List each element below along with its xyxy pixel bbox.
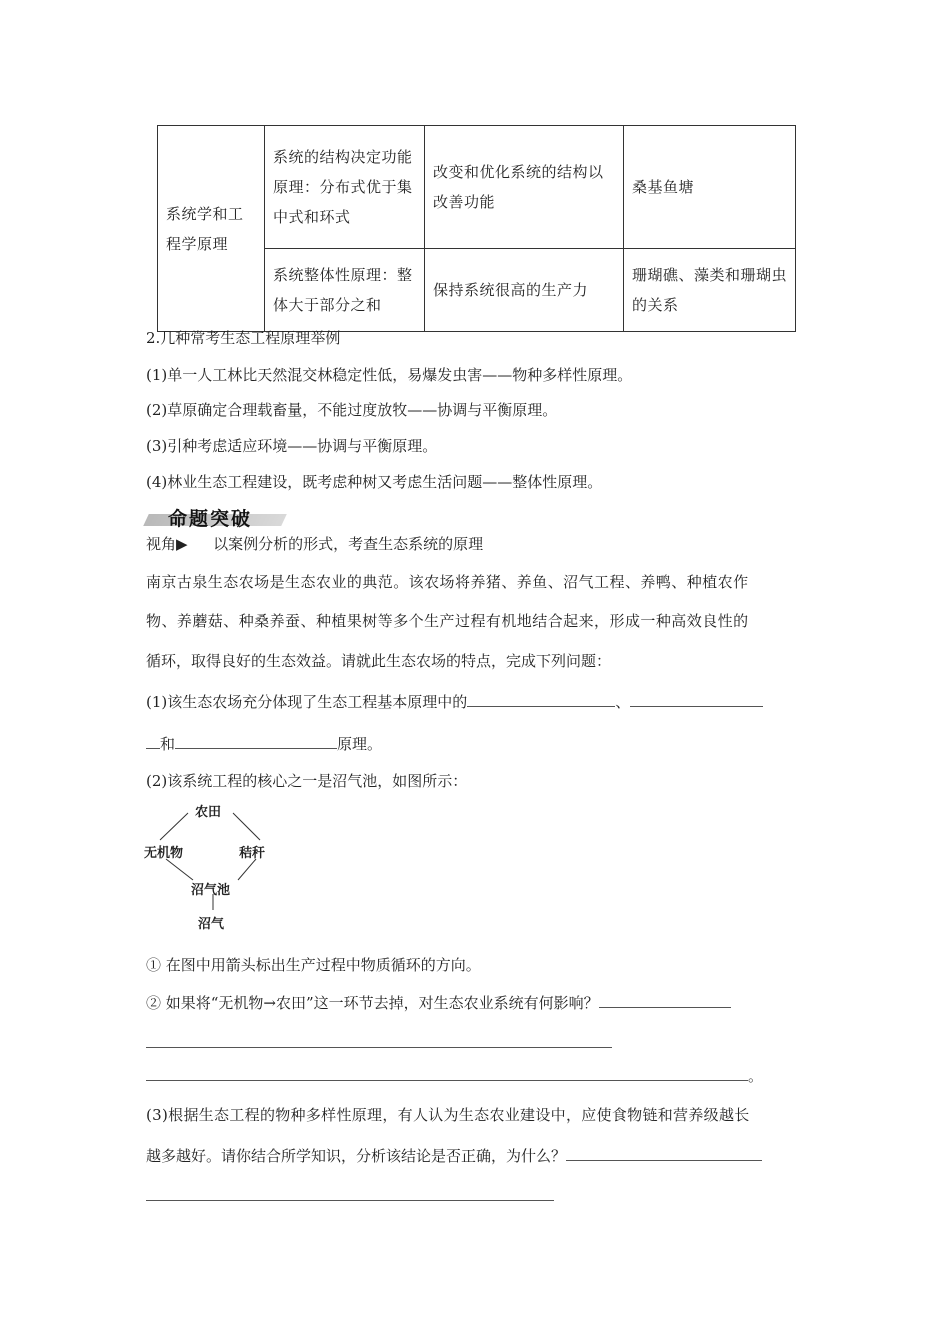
- period: 。: [748, 1067, 764, 1085]
- perspective-line: [146, 534, 483, 554]
- principle-cell: 系统整体性原理：整体大于部分之和: [265, 249, 425, 332]
- question-3-line2: 越多越好。请你结合所学知识，分析该结论是否正确，为什么？: [146, 1147, 567, 1165]
- intro-line: 循环，取得良好的生态效益。请就此生态农场的特点，完成下列问题：: [146, 652, 612, 670]
- answer-blank[interactable]: [599, 991, 731, 1008]
- separator: 和: [160, 735, 176, 753]
- answer-blank[interactable]: [630, 690, 763, 707]
- table-row: [158, 126, 796, 249]
- perspective-text: 以案例分析的形式，考查生态系统的原理: [213, 535, 484, 553]
- section-banner: [146, 504, 284, 528]
- intro-line: 物、养蘑菇、种桑养蚕、种植果树等多个生产过程有机地结合起来，形成一种高效良性的: [146, 612, 749, 630]
- node-inorganic: 无机物: [144, 846, 184, 861]
- answer-blank[interactable]: [146, 732, 160, 749]
- question-1-text: (1)该生态农场充分体现了生态工程基本原理中的: [146, 693, 468, 711]
- question-1-line2: [146, 732, 382, 754]
- list-item: (3)引种考虑适应环境——协调与平衡原理。: [146, 437, 438, 455]
- question-3-line1: (3)根据生态工程的物种多样性原理，有人认为生态农业建设中，应使食物链和营养级越长: [146, 1106, 750, 1124]
- biogas-diagram[interactable]: [138, 795, 278, 935]
- banner-title: 命题突破: [168, 508, 253, 530]
- node-biogas-pit: 沼气池: [191, 883, 231, 898]
- node-biogas: 沼气: [198, 917, 225, 932]
- answer-blank[interactable]: [566, 1144, 762, 1161]
- answer-line[interactable]: [146, 1047, 612, 1048]
- question-2-text: (2)该系统工程的核心之一是沼气池，如图所示：: [146, 772, 468, 790]
- principle-cell: 系统的结构决定功能原理：分布式优于集中式和环式: [265, 126, 425, 249]
- question-2-sub2: ② 如果将“无机物→农田”这一环节去掉，对生态农业系统有何影响？: [146, 994, 599, 1012]
- answer-blank[interactable]: [467, 690, 615, 707]
- answer-line[interactable]: [146, 1200, 554, 1201]
- section-title: 2.几种常考生态工程原理举例: [146, 329, 341, 347]
- example-cell: 桑基鱼塘: [624, 126, 796, 249]
- question-3-line2-wrap: [146, 1144, 762, 1166]
- answer-blank[interactable]: [175, 732, 337, 749]
- node-farmland: 农田: [195, 805, 222, 820]
- question-2-sub1: ① 在图中用箭头标出生产过程中物质循环的方向。: [146, 956, 481, 974]
- node-straw: 秸秆: [239, 846, 266, 861]
- answer-line[interactable]: [146, 1080, 748, 1081]
- perspective-label: 视角▶: [146, 535, 188, 553]
- table-group-label: 系统学和工程学原理: [158, 126, 265, 332]
- list-item: (1)单一人工林比天然混交林稳定性低，易爆发虫害——物种多样性原理。: [146, 366, 633, 384]
- question-2-sub2-line: [146, 991, 731, 1013]
- list-item: (4)林业生态工程建设，既考虑种树又考虑生活问题——整体性原理。: [146, 473, 603, 491]
- intro-line: 南京古泉生态农场是生态农业的典范。该农场将养猪、养鱼、沼气工程、养鸭、种植农作: [146, 573, 749, 591]
- meaning-cell: 保持系统很高的生产力: [425, 249, 624, 332]
- meaning-cell: 改变和优化系统的结构以改善功能: [425, 126, 624, 249]
- principles-table: [157, 125, 796, 332]
- example-cell: 珊瑚礁、藻类和珊瑚虫的关系: [624, 249, 796, 332]
- list-item: (2)草原确定合理载畜量，不能过度放牧——协调与平衡原理。: [146, 401, 558, 419]
- separator: 、: [615, 693, 631, 711]
- question-1-end: 原理。: [337, 735, 383, 753]
- question-1-line1: [146, 690, 763, 712]
